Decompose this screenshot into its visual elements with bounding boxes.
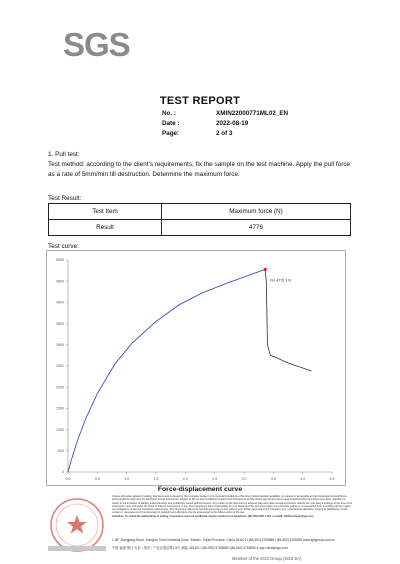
- x-tick-label: 2.5: [212, 477, 218, 481]
- report-number: [162, 110, 288, 117]
- x-tick-label: 1.0: [124, 477, 130, 481]
- chart-frame: [47, 251, 346, 486]
- footer-address-en: 1-5/F Xiangjiang Road, Xiang'an Torch Industrial Zone, Xiamen, Fujian Province, China 361101 t (86-592) 5765588 f (86-592) 5765590 www.sgsgroup.com.cn: [112, 538, 335, 542]
- y-tick-label: 1500: [56, 406, 64, 411]
- test-method: Test method: according to the client's requirements, fix the sample on the test machine. Apply the pull force as a rate of 5mm/min till destruction. Determine the maximum force.: [48, 161, 351, 178]
- x-tick-label: 0.0: [65, 477, 71, 481]
- report-number-value: XMIN22000771ML02_EN: [216, 110, 289, 117]
- y-tick-label: 1000: [56, 427, 64, 432]
- seal-band: [48, 546, 106, 551]
- x-tick-label: 3.0: [241, 477, 247, 481]
- y-tick-label: 3500: [56, 321, 64, 326]
- y-tick-label: 500: [58, 449, 64, 453]
- chart-caption: Force-displacement curve: [157, 486, 243, 493]
- star-icon: [67, 515, 87, 534]
- test-result-label: Test Result:: [48, 195, 82, 202]
- x-tick-label: 2.0: [182, 477, 188, 481]
- test-curve-label: Test curve:: [48, 243, 79, 250]
- y-tick-label: 0: [62, 470, 64, 475]
- y-tick-label: 2500: [56, 364, 64, 369]
- report-date-label: Date :: [162, 120, 180, 127]
- sgs-logo: SGS: [63, 26, 130, 63]
- report-page: [162, 130, 232, 137]
- table-cell: Result: [49, 220, 162, 236]
- disclaimer-text: Unless otherwise agreed in writing, this document is issued by the Company subject to its General Conditions of Service printed overleaf, available on request or accessible at http://www.sgs.com/en/Terms-and-Conditions.aspx and, for electronic format documents, subject to Terms and Conditions for Electronic Documents at http://www.sgs.com/en/Terms-and-Conditions/Terms-e-Document.aspx. Attention is drawn to the limitation of liability, indemnification and jurisdiction issues defined therein. Any holder of this document is advised that information contained hereon reflects the Company's findings at the time of its intervention only and within the limits of Client's instructions, if any. The Company's sole responsibility is to its Client and this document does not exonerate parties to a transaction from exercising all their rights and obligations under the transaction documents. This document cannot be reproduced except in full, without prior written approval of the Company. Any unauthorized alteration, forgery or falsification of the content or appearance of this document is unlawful and offenders may be prosecuted to the fullest extent of the law.: [112, 495, 352, 515]
- x-tick-label: 4.0: [300, 477, 306, 481]
- member-note: Member of the SGS Group (SGS SA): [232, 556, 302, 561]
- report-date-value: 2022-08-19: [216, 120, 249, 127]
- x-tick-label: 4.5: [329, 477, 335, 481]
- footer-address-cn: 中国·福建·厦门·火炬（翔安）产业区翔岳路1-5号 邮编: 361101 t (86-592) 5765588 f (86-592) 5765590 e sgs.china@sgs.com: [112, 546, 288, 550]
- y-tick-label: 5000: [56, 258, 64, 263]
- attention-text: Attention: To check the authenticity of testing / inspection report & certificate, please contact us at telephone: (86-755) 8307 1443, or email: CN.Doccheck@sgs.com: [112, 514, 314, 518]
- table-row: [49, 220, 351, 236]
- force-displacement-chart: [46, 250, 346, 486]
- table-header-cell: Maximum force (N): [162, 204, 351, 220]
- report-page-label: Page:: [162, 130, 180, 137]
- peak-marker: [264, 268, 267, 271]
- table-row: [49, 204, 351, 220]
- section-heading: 1. Pull test:: [48, 151, 80, 158]
- footer-disclaimer: [112, 495, 352, 518]
- peak-label: Fm 4776.3 N: [270, 278, 291, 283]
- report-number-label: No. :: [162, 110, 176, 117]
- table-header-cell: Test Item: [49, 204, 162, 220]
- y-tick-label: 4500: [56, 279, 64, 284]
- x-tick-label: 1.5: [153, 477, 159, 481]
- result-table: [48, 203, 351, 236]
- report-page-value: 2 of 3: [216, 130, 233, 137]
- y-tick-label: 3000: [56, 343, 64, 347]
- x-tick-label: 3.5: [270, 477, 276, 481]
- x-tick-label: 0.5: [94, 477, 100, 481]
- page-title: TEST REPORT: [159, 95, 241, 107]
- table-cell: 4776: [162, 220, 351, 236]
- report-date: [162, 120, 248, 127]
- y-tick-label: 2000: [56, 385, 64, 390]
- y-tick-label: 4000: [56, 300, 64, 305]
